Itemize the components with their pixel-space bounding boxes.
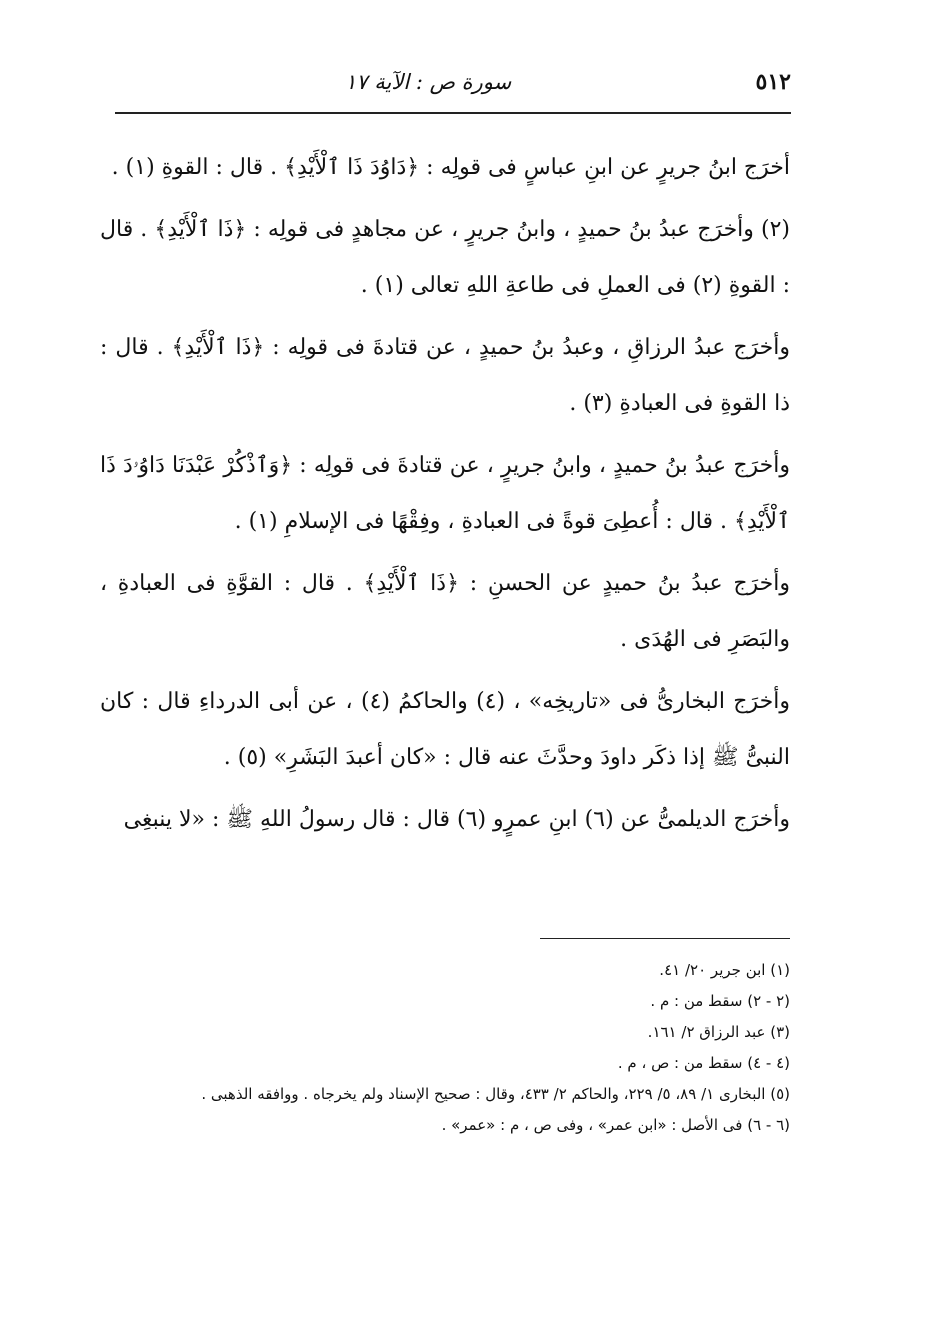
footnote-6: (٦ - ٦) فى الأصل : «ابن عمر» ، وفى ص ، م : «عمر» . xyxy=(441,1116,790,1134)
paragraph-5: وأخرَج عبدُ بنُ حميدٍ عن الحسنِ : ﴿ذَا ٱلْأَيْدِ﴾ . قال : القوَّةِ فى العبادةِ ، والبَصَرِ فى الهُدَى . xyxy=(100,571,790,652)
paragraph-6: وأخرَج البخارىُّ فى «تاريخِه» ، (٤) والحاكمُ (٤) ، عن أبى الدرداءِ قال : كان النبىُّ ﷺ إذا ذكَر داودَ وحدَّثَ عنه قال : «كان أعبدَ البَشَرِ» (٥) . xyxy=(100,689,790,770)
footnote-2: (٢ - ٢) سقط من : م . xyxy=(650,992,790,1010)
paragraph-1: أخرَج ابنُ جريرٍ عن ابنِ عباسٍ فى قولِه : ﴿دَاوُدَ ذَا ٱلْأَيْدِ﴾ . قال : القوةِ (١) . xyxy=(111,155,790,180)
footnote-1: (١) ابن جرير ٢٠/ ٤١. xyxy=(659,961,790,979)
paragraph-2: (٢) وأخرَج عبدُ بنُ حميدٍ ، وابنُ جريرٍ ، عن مجاهدٍ فى قولِه : ﴿ذَا ٱلْأَيْدِ﴾ . قال : القوةِ (٢) فى العملِ فى طاعةِ اللهِ تعالى (١) . xyxy=(100,217,790,298)
paragraph-7: وأخرَج الديلمىُّ عن (٦) ابنِ عمرٍو (٦) قال : قال رسولُ اللهِ ﷺ : «لا ينبغِى xyxy=(123,807,790,832)
main-text xyxy=(100,140,790,854)
paragraph-4: وأخرَج عبدُ بنُ حميدٍ ، وابنُ جريرٍ ، عن قتادةَ فى قولِه : ﴿وَٱذْكُرْ عَبْدَنَا دَاوُۥدَ ذَا ٱلْأَيْدِ﴾ . قال : أُعطِىَ قوةً فى العبادةِ ، وفِقْهًا فى الإسلامِ (١) . xyxy=(100,453,790,534)
footnote-3: (٣) عبد الرزاق ٢/ ١٦١. xyxy=(647,1023,790,1041)
page-header xyxy=(115,62,791,102)
paragraph-3: وأخرَج عبدُ الرزاقِ ، وعبدُ بنُ حميدٍ ، عن قتادةَ فى قولِه : ﴿ذَا ٱلْأَيْدِ﴾ . قال : ذا القوةِ فى العبادةِ (٣) . xyxy=(100,335,790,416)
footnote-4: (٤ - ٤) سقط من : ص ، م . xyxy=(617,1054,790,1072)
header-divider xyxy=(115,112,791,114)
running-title: سورة ص : الآية ١٧ xyxy=(345,70,512,94)
footnote-divider xyxy=(540,938,790,939)
footnotes xyxy=(95,955,790,1141)
page-number: ٥١٢ xyxy=(755,69,791,95)
footnote-5: (٥) البخارى ١/ ٨٩، ٥/ ٢٢٩، والحاكم ٢/ ٤٣٣، وقال : صحيح الإسناد ولم يخرجاه . ووافقه الذهبى . xyxy=(201,1085,790,1103)
